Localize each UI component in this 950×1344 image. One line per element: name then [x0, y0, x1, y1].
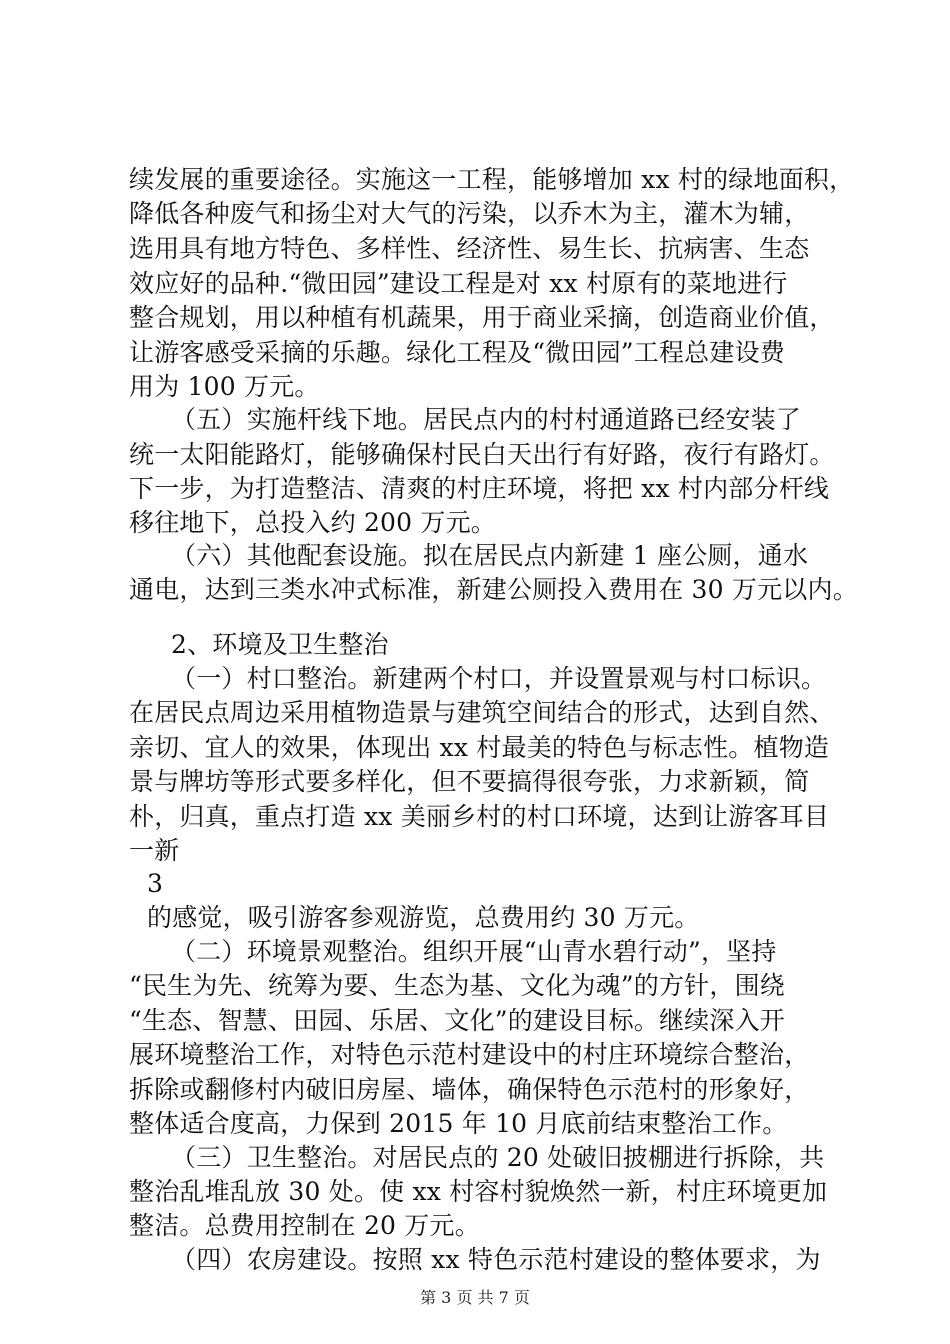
text-line: 续发展的重要途径。实施这一工程，能够增加 xx 村的绿地面积， — [129, 165, 855, 194]
text-line: 的感觉，吸引游客参观游览，总费用约 30 万元。 — [147, 903, 700, 932]
text-line: 下一步，为打造整洁、清爽的村庄环境，将把 xx 村内部分杆线 — [129, 474, 830, 503]
text-line: 在居民点周边采用植物造景与建筑空间结合的形式，达到自然、 — [129, 698, 835, 727]
text-line: 让游客感受采摘的乐趣。绿化工程及“微田园”工程总建设费 — [129, 338, 785, 367]
text-line: 选用具有地方特色、多样性、经济性、易生长、抗病害、生态 — [129, 234, 810, 263]
text-line: 整体适合度高，力保到 2015 年 10 月底前结束整治工作。 — [129, 1109, 788, 1138]
text-line: “民生为先、统筹为要、生态为基、文化为魂”的方针，围绕 — [129, 971, 785, 1000]
text-line: 降低各种废气和扬尘对大气的污染，以乔木为主，灌木为辅， — [129, 199, 810, 228]
page-marker: 3 — [147, 869, 164, 898]
text-line: 统一太阳能路灯，能够确保村民白天出行有好路，夜行有路灯。 — [129, 440, 835, 469]
text-line: 亲切、宜人的效果，体现出 xx 村最美的特色与标志性。植物造 — [129, 733, 830, 762]
text-line: 用为 100 万元。 — [129, 372, 320, 401]
text-line: 整洁。总费用控制在 20 万元。 — [129, 1211, 480, 1240]
text-line: （五）实施杆线下地。居民点内的村村通道路已经安装了 — [171, 405, 802, 434]
text-line: 展环境整治工作，对特色示范村建设中的村庄环境综合整治， — [129, 1040, 810, 1069]
text-line: 一新 — [129, 836, 180, 865]
text-line: 整治乱堆乱放 30 处。使 xx 村容村貌焕然一新，村庄环境更加 — [129, 1177, 828, 1206]
text-line: （四）农房建设。按照 xx 特色示范村建设的整体要求，为 — [171, 1245, 821, 1274]
text-line: 景与牌坊等形式要多样化，但不要搞得很夸张，力求新颖，简 — [129, 767, 810, 796]
section-heading: 2、环境及卫生整治 — [171, 630, 389, 659]
text-line: 通电，达到三类水冲式标准，新建公厕投入费用在 30 万元以内。 — [129, 575, 858, 604]
text-line: 朴，归真，重点打造 xx 美丽乡村的村口环境，达到让游客耳目 — [129, 802, 830, 831]
text-line: （三）卫生整治。对居民点的 20 处破旧披棚进行拆除，共 — [171, 1143, 825, 1172]
text-line: 效应好的品种.“微田园”建设工程是对 xx 村原有的菜地进行 — [129, 269, 788, 298]
text-line: 移往地下，总投入约 200 万元。 — [129, 508, 497, 537]
text-line: 拆除或翻修村内破旧房屋、墙体，确保特色示范村的形象好， — [129, 1075, 810, 1104]
text-line: 整合规划，用以种植有机蔬果，用于商业采摘，创造商业价值， — [129, 303, 835, 332]
text-line: （一）村口整治。新建两个村口，并设置景观与村口标识。 — [171, 664, 827, 693]
text-line: “生态、智慧、田园、乐居、文化”的建设目标。继续深入开 — [129, 1006, 785, 1035]
page-number: 第 3 页 共 7 页 — [420, 1288, 530, 1307]
text-line: （六）其他配套设施。拟在居民点内新建 1 座公厕，通水 — [171, 541, 809, 570]
text-line: （二）环境景观整治。组织开展“山青水碧行动”，坚持 — [171, 937, 777, 966]
